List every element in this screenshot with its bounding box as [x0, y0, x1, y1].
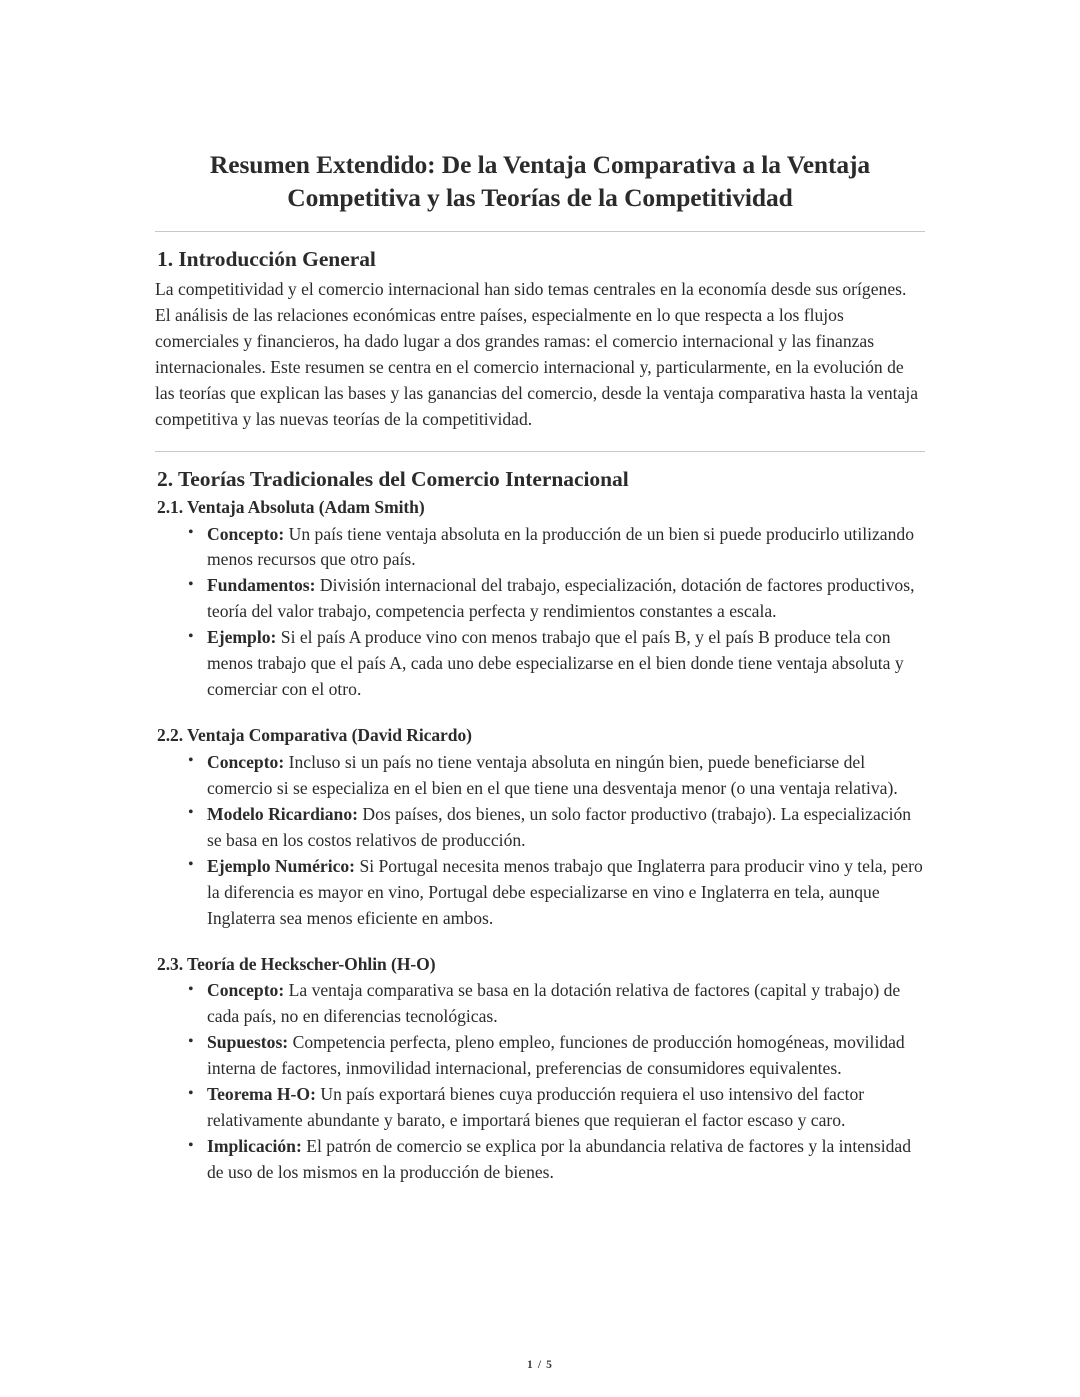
list-item-text: Competencia perfecta, pleno empleo, funciones de producción homogéneas, movilidad interna de factores, inmovilidad internacional, preferencias de consumidores equivalentes.	[207, 1032, 905, 1079]
intro-paragraph: La competitividad y el comercio internacional han sido temas centrales en la economía desde sus orígenes. El análisis de las relaciones económicas entre países, especialmente en lo que respecta a los flujos comerciales y financieros, ha dado lugar a dos grandes ramas: el comercio internacional y las finanzas internacionales. Este resumen se centra en el comercio internacional y, particularmente, en la evolución de las teorías que explican las bases y las ganancias del comercio, desde la ventaja comparativa hasta la ventaja competitiva y las nuevas teorías de la competitividad.	[155, 279, 919, 429]
bullet-list-heckscher-ohlin	[155, 978, 925, 1186]
list-item	[207, 750, 925, 802]
page-number-footer: 1 / 5	[527, 1359, 553, 1371]
list-item-text: Si Portugal necesita menos trabajo que Inglaterra para producir vino y tela, pero la diferencia es mayor en vino, Portugal debe especializarse en vino e Inglaterra en tela, aunque Inglaterra sea menos eficiente en ambos.	[207, 855, 923, 928]
list-item	[207, 625, 925, 703]
list-item-text: Incluso si un país no tiene ventaja absoluta en ningún bien, puede beneficiarse del comercio si se especializa en el bien en el que tiene una desventaja menor (o una ventaja relativa).	[207, 751, 898, 798]
subsection-heading-ventaja-absoluta: 2.1. Ventaja Absoluta (Adam Smith)	[157, 496, 425, 517]
list-item	[207, 978, 925, 1030]
list-item-label: Supuestos:	[207, 1032, 289, 1053]
list-item	[207, 854, 925, 932]
section-heading-teorias-tradicionales: 2. Teorías Tradicionales del Comercio Internacional	[157, 466, 629, 491]
list-item	[207, 573, 925, 625]
list-item-label: Ejemplo:	[207, 627, 277, 648]
section-heading-introduccion: 1. Introducción General	[157, 247, 376, 272]
list-item-text: La ventaja comparativa se basa en la dotación relativa de factores (capital y trabajo) de cada país, no en diferencias tecnológicas.	[207, 980, 901, 1027]
list-item	[207, 802, 925, 854]
section-divider-top	[155, 231, 925, 232]
subsection-heading-ventaja-comparativa: 2.2. Ventaja Comparativa (David Ricardo)	[157, 725, 472, 746]
list-item-label: Implicación:	[207, 1136, 302, 1157]
subsection-heading-heckscher-ohlin: 2.3. Teoría de Heckscher-Ohlin (H-O)	[157, 953, 436, 974]
list-item-text: Un país exportará bienes cuya producción requiera el uso intensivo del factor relativamente abundante y barato, e importará bienes que requieran el factor escaso y caro.	[207, 1084, 865, 1131]
list-item-label: Ejemplo Numérico:	[207, 855, 356, 876]
bullet-list-ventaja-absoluta	[155, 522, 925, 704]
list-item-label: Concepto:	[207, 980, 285, 1001]
list-item-label: Concepto:	[207, 523, 285, 544]
list-item-label: Concepto:	[207, 751, 285, 772]
bullet-list-ventaja-comparativa	[155, 750, 925, 932]
list-item-text: Dos países, dos bienes, un solo factor productivo (trabajo). La especialización se basa en los costos relativos de producción.	[207, 803, 912, 850]
list-item-label: Modelo Ricardiano:	[207, 803, 358, 824]
list-item-text: Si el país A produce vino con menos trabajo que el país B, y el país B produce tela con menos trabajo que el país A, cada uno debe especializarse en el bien donde tiene ventaja absoluta y comerciar con el otro.	[207, 627, 904, 700]
list-item-text: Un país tiene ventaja absoluta en la producción de un bien si puede producirlo utilizando menos recursos que otro país.	[207, 523, 914, 570]
list-item	[207, 522, 925, 574]
section-divider-middle	[155, 451, 925, 452]
list-item-text: El patrón de comercio se explica por la abundancia relativa de factores y la intensidad de uso de los mismos en la producción de bienes.	[207, 1136, 911, 1182]
list-item	[207, 1030, 925, 1082]
list-item	[207, 1082, 925, 1134]
list-item-text: División internacional del trabajo, especialización, dotación de factores productivos, teoría del valor trabajo, competencia perfecta y rendimientos constantes a escala.	[207, 575, 915, 622]
list-item-label: Fundamentos:	[207, 575, 316, 596]
page-title: Resumen Extendido: De la Ventaja Comparativa a la Ventaja Competitiva y las Teorías de la Competitividad	[209, 150, 871, 213]
list-item	[207, 1134, 925, 1186]
list-item-label: Teorema H-O:	[207, 1084, 316, 1105]
